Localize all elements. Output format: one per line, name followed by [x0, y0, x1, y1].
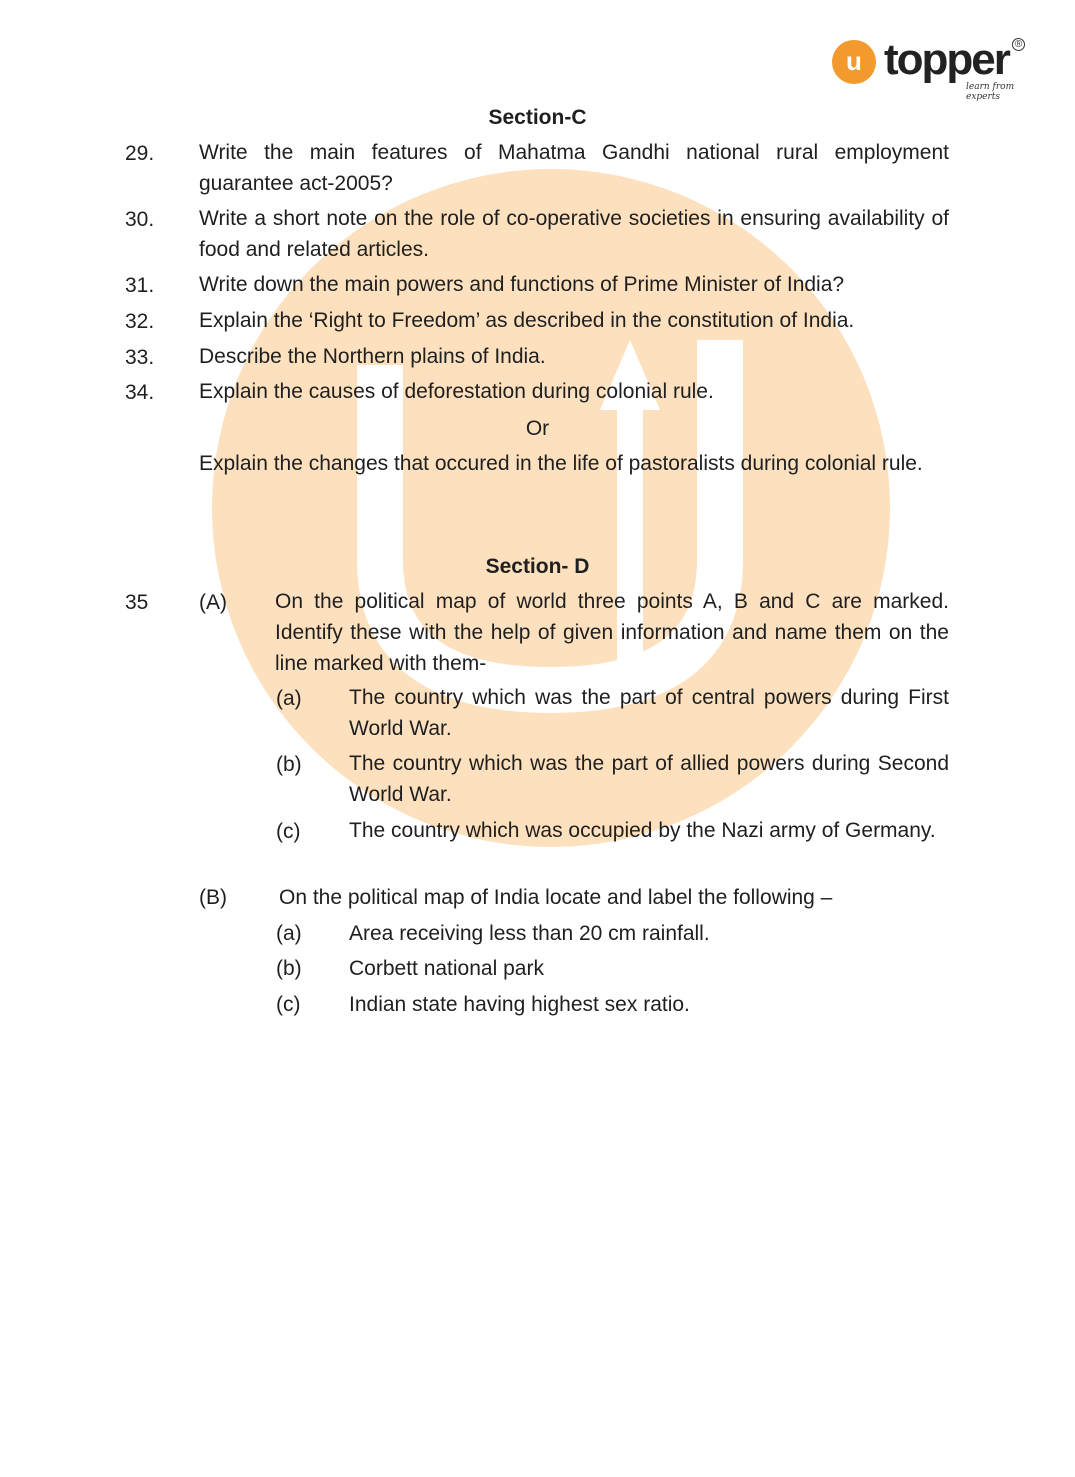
sub-item-text: The country which was the part of central powers during First World War.	[349, 686, 949, 740]
part-b-text: On the political map of India locate and label the following –	[279, 886, 833, 909]
sub-item-text: Area receiving less than 20 cm rainfall.	[349, 922, 710, 945]
question-number: 29.	[125, 142, 155, 165]
question-number: 34.	[125, 381, 155, 404]
logo-mark: u	[846, 46, 862, 76]
logo-wordmark: topper	[884, 35, 1009, 84]
section-d-heading: Section- D	[485, 555, 590, 578]
registered-mark: ®	[1012, 38, 1025, 51]
question-text: Write a short note on the role of co-operative societies in ensuring availability of food and related articles.	[199, 207, 949, 261]
question-number: 33.	[125, 346, 155, 369]
part-a-label: (A)	[199, 591, 227, 614]
sub-item-label: (b)	[276, 957, 302, 980]
logo-tagline: learn from experts	[966, 82, 1015, 102]
question-text: Write down the main powers and functions of Prime Minister of India?	[199, 273, 845, 296]
sub-item-text: The country which was the part of allied powers during Second World War.	[349, 752, 949, 806]
sub-item-label: (c)	[276, 993, 301, 1016]
question-number: 35	[125, 591, 149, 614]
section-c-heading: Section-C	[488, 106, 587, 129]
sub-item-label: (b)	[276, 753, 302, 776]
sub-item-text: The country which was occupied by the Nazi army of Germany.	[349, 819, 936, 842]
alternative-question-text: Explain the changes that occured in the life of pastoralists during colonial rule.	[199, 452, 923, 475]
sub-item-label: (a)	[276, 687, 302, 710]
question-number: 30.	[125, 208, 155, 231]
sub-item-label: (c)	[276, 820, 301, 843]
question-text: Explain the ‘Right to Freedom’ as described in the constitution of India.	[199, 309, 855, 332]
sub-item-label: (a)	[276, 922, 302, 945]
question-text: Explain the causes of deforestation during colonial rule.	[199, 380, 714, 403]
question-number: 31.	[125, 274, 155, 297]
topper-logo	[830, 35, 1030, 102]
sub-item-text: Corbett national park	[349, 957, 544, 980]
question-text: Write the main features of Mahatma Gandhi national rural employment guarantee act-2005?	[199, 141, 949, 195]
question-number: 32.	[125, 310, 155, 333]
or-label: Or	[525, 417, 550, 440]
part-a-text: On the political map of world three points A, B and C are marked. Identify these with the help of given information and name them on the line marked with them-	[275, 590, 949, 675]
sub-item-text: Indian state having highest sex ratio.	[349, 993, 690, 1016]
question-text: Describe the Northern plains of India.	[199, 345, 546, 368]
part-b-label: (B)	[199, 886, 227, 909]
